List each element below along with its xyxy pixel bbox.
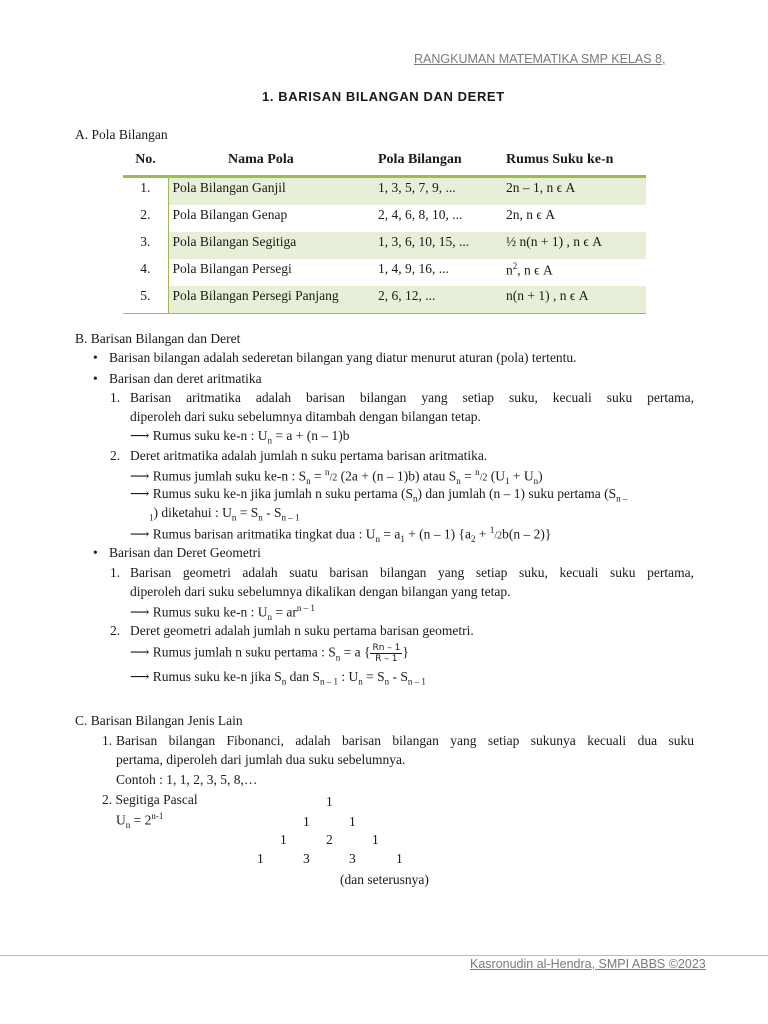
row-sequence: 1, 3, 5, 7, 9, ... (374, 177, 502, 206)
list-number: 2. (110, 448, 121, 463)
col-header-sequence: Pola Bilangan (378, 152, 462, 167)
formula-arit-un-from-sn-line2 (149, 505, 300, 523)
formula-arit-un (130, 428, 349, 446)
arrow-icon: ⟶ (130, 468, 150, 484)
formula-geo-un (130, 603, 315, 622)
formula-text: } (402, 644, 409, 660)
pascal-number: 1 (280, 832, 287, 847)
subscript: n (456, 476, 461, 487)
arit-deret-line: Deret aritmatika adalah jumlah n suku pertama barisan aritmatika. (130, 448, 488, 463)
table-row (123, 259, 646, 286)
col-header-no: No. (135, 152, 156, 167)
formula-text: + U (509, 468, 534, 484)
pascal-number: 1 (372, 832, 379, 847)
pascal-note: (dan seterusnya) (340, 872, 429, 887)
row-formula: 2n, n ϵ A (506, 207, 555, 222)
formula-arit-un-from-sn-line1 (130, 486, 627, 504)
subscript: n (125, 820, 131, 831)
row-formula: n(n + 1) , n ϵ A (502, 286, 646, 314)
fibonacci-line1: Barisan bilangan Fibonanci, adalah barisan bilangan yang setiap sukunya kecuali dua suku (116, 733, 694, 748)
col-header-formula: Rumus Suku ke-n (506, 152, 614, 167)
formula-text: + (475, 526, 490, 542)
arit-barisan-line2: diperoleh dari suku sebelumnya ditambah dengan bilangan tetap. (130, 409, 481, 424)
row-no: 4. (123, 259, 168, 286)
subscript: 1 (505, 476, 510, 487)
row-name: Pola Bilangan Genap (172, 207, 288, 222)
superscript: 1 (489, 525, 495, 535)
list-number: 2. (110, 623, 121, 638)
section-c-heading: C. Barisan Bilangan Jenis Lain (75, 713, 243, 728)
geo-barisan-line2: diperoleh dari suku sebelumnya dikalikan dengan bilangan yang tetap. (130, 584, 511, 599)
row-formula (502, 259, 646, 286)
formula-text: b(n – 2)} (502, 526, 552, 542)
formula-base: n (506, 262, 513, 278)
formula-text: Rumus suku ke-n : U (152, 604, 268, 620)
table-header-row (123, 145, 646, 177)
arrow-icon: ⟶ (130, 486, 150, 501)
arit-barisan-line1: Barisan aritmatika adalah barisan bilangan yang setiap suku, kecuali suku pertama, (130, 390, 694, 405)
formula-text: Rumus suku ke-n : U (152, 428, 268, 443)
pascal-number: 1 (326, 794, 333, 809)
formula-text: ) diketahui : U (153, 505, 232, 520)
list-number: 1. (110, 390, 121, 405)
pascal-number: 2 (326, 832, 333, 847)
subscript: 2 (471, 534, 476, 545)
row-name: Pola Bilangan Segitiga (168, 232, 374, 259)
pascal-number: 1 (349, 814, 356, 829)
page-title: 1. BARISAN BILANGAN DAN DERET (262, 89, 505, 104)
section-b-heading: B. Barisan Bilangan dan Deret (75, 331, 241, 346)
formula-text: ) (538, 468, 543, 484)
formula-geo-un-from-sn (130, 669, 426, 687)
row-no: 2. (123, 205, 168, 232)
formula-geo-sn (130, 643, 409, 664)
table-row (123, 286, 646, 314)
arrow-icon: ⟶ (130, 428, 150, 443)
fraction-denominator: R – 1 (375, 654, 398, 664)
formula-arit-sn (130, 467, 543, 486)
bullet-text: Barisan dan deret aritmatika (109, 371, 262, 386)
formula-text: : U (338, 669, 359, 684)
subscript: n (375, 534, 380, 545)
formula-text: = S (236, 505, 259, 520)
subscript: n (384, 676, 390, 687)
table-row (123, 177, 646, 206)
formula-text: = a + (n – 1)b (271, 428, 350, 443)
bullet-text: Barisan dan Deret Geometri (109, 545, 261, 560)
formula-exponent: 2 (512, 261, 518, 271)
fibonacci-line2: pertama, diperoleh dari jumlah dua suku sebelumnya. (116, 752, 406, 767)
list-number: 1. (102, 733, 113, 748)
subscript: 1 (149, 512, 154, 523)
row-sequence: 1, 3, 6, 10, 15, ... (374, 232, 502, 259)
formula-text: Rumus barisan aritmatika tingkat dua : U (152, 526, 376, 542)
formula-text: Rumus jumlah suku ke-n : S (152, 468, 307, 484)
formula-text: /2 (494, 530, 503, 542)
formula-text: = S (362, 669, 385, 684)
fraction-numerator: Rn – 1 (372, 643, 401, 653)
pascal-label: 2. Segitiga Pascal (102, 792, 198, 807)
bullet-dot: • (93, 350, 98, 365)
formula-rest: , n ϵ A (517, 262, 553, 278)
example-value: : 1, 1, 2, 3, 5, 8,… (155, 772, 258, 787)
formula-text: Rumus suku ke-n jika S (152, 669, 282, 684)
formula-text: Rumus jumlah n suku pertama : S (152, 644, 336, 660)
pascal-number: 3 (303, 851, 310, 866)
row-name: Pola Bilangan Ganjil (168, 177, 374, 206)
row-name: Pola Bilangan Persegi (172, 261, 292, 276)
subscript: n – 1 (407, 676, 426, 687)
fibonacci-example (116, 772, 257, 788)
subscript: n (258, 512, 263, 523)
pascal-formula (116, 811, 163, 830)
row-sequence: 2, 6, 12, ... (374, 286, 502, 314)
bullet-dot: • (93, 371, 98, 386)
formula-text: = (460, 468, 476, 484)
formula-text: = ar (271, 604, 297, 620)
arrow-icon: ⟶ (130, 604, 150, 620)
pascal-number: 3 (349, 851, 356, 866)
subscript: n (281, 676, 287, 687)
subscript: n – (616, 493, 628, 504)
superscript: n-1 (151, 811, 164, 821)
formula-text: = a { (340, 644, 371, 660)
formula-text: Rumus suku ke-n jika jumlah n suku pertama (S (152, 486, 413, 501)
pascal-number: 1 (396, 851, 403, 866)
formula-text: = (310, 468, 325, 484)
subscript: n (306, 476, 311, 487)
section-a-heading: A. Pola Bilangan (75, 127, 168, 142)
subscript: 1 (400, 534, 405, 545)
formula-text: = a (379, 526, 401, 542)
formula-text: + (n – 1) {a (404, 526, 472, 542)
subscript: n – 1 (281, 512, 300, 523)
row-no: 5. (123, 286, 168, 314)
subscript: n (358, 676, 363, 687)
formula-text: - S (389, 669, 408, 684)
formula-text: /2 (479, 472, 488, 484)
subscript: n (231, 512, 237, 523)
subscript: n (267, 435, 272, 446)
formula-text: - S (262, 505, 282, 520)
footer-divider (0, 955, 768, 956)
pattern-table (123, 145, 646, 314)
example-label: Contoh (116, 772, 156, 787)
subscript: n (267, 612, 272, 623)
pascal-number: 1 (257, 851, 264, 866)
table-row (123, 232, 646, 259)
row-formula: ½ n(n + 1) , n ϵ A (502, 232, 646, 259)
row-sequence: 2, 4, 6, 8, 10, ... (378, 207, 463, 222)
formula-text: ) dan jumlah (n – 1) suku pertama (S (417, 486, 617, 501)
formula-text: /2 (329, 472, 338, 484)
geo-barisan-line1: Barisan geometri adalah suatu barisan bilangan yang setiap suku, kecuali suku pertama, (130, 565, 694, 580)
fraction (370, 643, 402, 664)
subscript: n (533, 476, 539, 487)
formula-text: (U (487, 468, 506, 484)
arrow-icon: ⟶ (130, 644, 150, 660)
superscript: n (475, 467, 480, 477)
formula-arit-tingkat-dua (130, 525, 551, 544)
col-header-name: Nama Pola (228, 152, 294, 167)
formula-text: U (116, 812, 126, 828)
running-header: RANGKUMAN MATEMATIKA SMP KELAS 8, (414, 52, 666, 66)
row-no: 1. (123, 177, 168, 206)
table-row (123, 205, 646, 232)
arrow-icon: ⟶ (130, 526, 150, 542)
superscript: n (325, 467, 330, 477)
formula-text: (2a + (n – 1)b) atau S (337, 468, 457, 484)
formula-text: dan S (286, 669, 320, 684)
subscript: n – 1 (320, 676, 338, 687)
formula-text: = 2 (130, 812, 152, 828)
row-formula: 2n – 1, n ϵ A (502, 177, 646, 206)
bullet-text: Barisan bilangan adalah sederetan bilangan yang diatur menurut aturan (pola) tertentu. (109, 350, 577, 365)
row-sequence: 1, 4, 9, 16, ... (378, 261, 449, 276)
pascal-number: 1 (303, 814, 310, 829)
bullet-dot: • (93, 545, 98, 560)
geo-deret-line: Deret geometri adalah jumlah n suku pertama barisan geometri. (130, 623, 474, 638)
row-no: 3. (123, 232, 168, 259)
arrow-icon: ⟶ (130, 669, 150, 684)
subscript: n (412, 493, 418, 504)
row-name: Pola Bilangan Persegi Panjang (168, 286, 374, 314)
superscript: n – 1 (296, 603, 315, 613)
list-number: 1. (110, 565, 121, 580)
footer-credit: Kasronudin al-Hendra, SMPI ABBS ©2023 (470, 957, 706, 971)
subscript: n (335, 652, 341, 663)
